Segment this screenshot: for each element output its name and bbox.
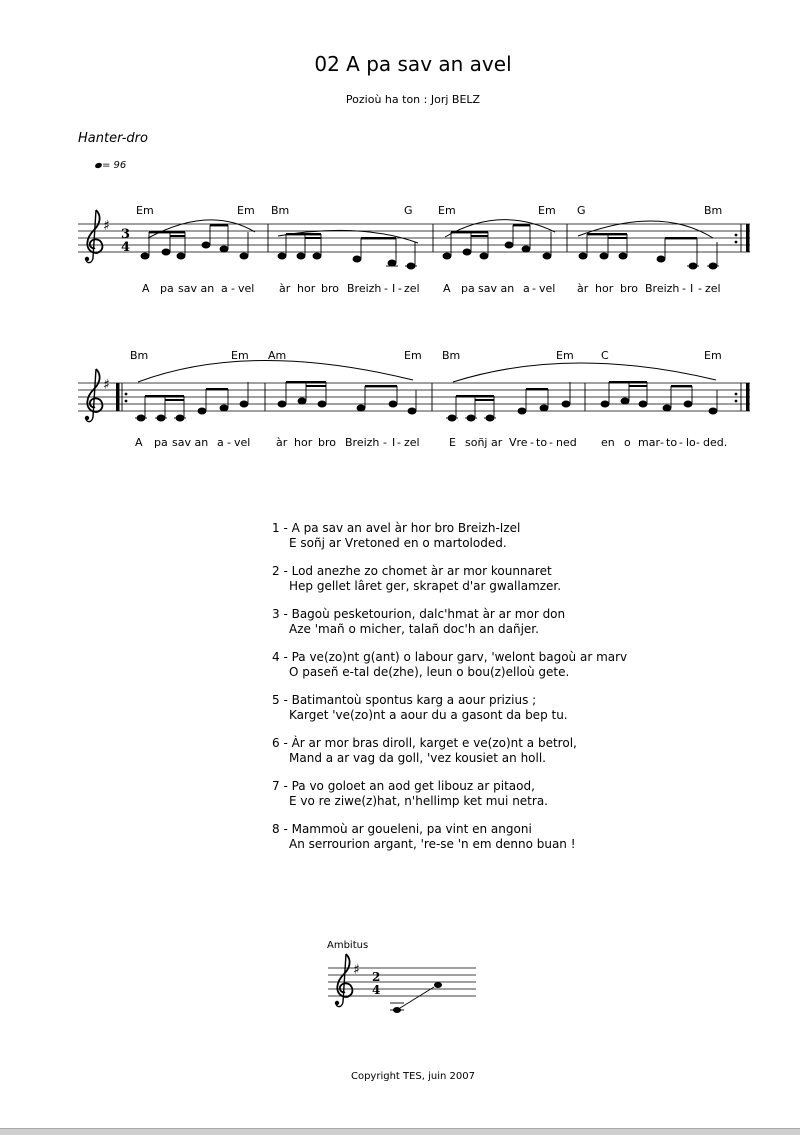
- chord: Bm: [704, 204, 723, 217]
- lyric: -: [227, 436, 231, 449]
- chord: Em: [556, 349, 574, 362]
- lyric: zel: [404, 282, 420, 295]
- lyric: Breizh: [347, 282, 382, 295]
- lyric: pa: [160, 282, 174, 295]
- lyric: -: [682, 282, 686, 295]
- verse: [272, 650, 627, 680]
- lyric: bro: [620, 282, 638, 295]
- lyric: pa: [154, 436, 168, 449]
- chord: Em: [404, 349, 422, 362]
- lyric: sav an: [178, 282, 215, 295]
- lyric: I: [392, 282, 396, 295]
- staff-2: [78, 349, 750, 449]
- song-credit: Pozioù ha ton : Jorj BELZ: [345, 93, 481, 106]
- lyric: vel: [238, 282, 255, 295]
- verse: [272, 736, 627, 766]
- lyric: zel: [705, 282, 721, 295]
- lyric: en: [601, 436, 615, 449]
- verse-line: 4 - Pa ve(zo)nt g(ant) o labour garv, 'welont bagoù ar marv: [272, 650, 628, 664]
- chord: Bm: [271, 204, 290, 217]
- verse-line: 7 - Pa vo goloet an aod get libouz ar pitaod,: [272, 779, 535, 793]
- lyric: bro: [318, 436, 336, 449]
- chord: Bm: [130, 349, 149, 362]
- time-sig-bottom: 4: [121, 240, 131, 255]
- lyric: lo: [686, 436, 696, 449]
- sharp-icon: ♯: [103, 218, 110, 234]
- verse-line: An serrourion argant, 're-se 'n em denno buan !: [289, 837, 576, 851]
- verse-line: 1 - A pa sav an avel àr hor bro Breizh-Izel: [272, 521, 521, 535]
- chord: Am: [268, 349, 287, 362]
- chord: Em: [237, 204, 255, 217]
- chord: Em: [231, 349, 249, 362]
- lyric: to: [536, 436, 548, 449]
- lyric: to: [666, 436, 678, 449]
- verse-line: 6 - Àr ar mor bras diroll, karget e ve(zo)nt a betrol,: [272, 736, 577, 750]
- verse-line: 8 - Mammoù ar goueleni, pa vint en angoni: [272, 822, 532, 836]
- verse-line: O paseñ e-tal de(zhe), leun o bou(z)elloù gete.: [289, 665, 570, 679]
- lyric: vel: [539, 282, 556, 295]
- lyric: I: [690, 282, 694, 295]
- lyric: pa: [461, 282, 475, 295]
- ambitus-label: Ambitus: [327, 940, 369, 951]
- lyric: o: [624, 436, 631, 449]
- verse-line: 2 - Lod anezhe zo chomet àr ar mor kounnaret: [272, 564, 552, 578]
- verse-line: Aze 'mañ o micher, talañ doc'h an dañjer.: [289, 622, 539, 636]
- lyric: mar: [638, 436, 660, 449]
- lyric: -: [231, 282, 235, 295]
- sharp-icon: ♯: [353, 962, 360, 978]
- verse: [272, 564, 627, 594]
- lyric: àr: [279, 282, 291, 295]
- lyric: vel: [234, 436, 251, 449]
- lyric: àr: [276, 436, 288, 449]
- chord: Em: [136, 204, 154, 217]
- lyric: E: [449, 436, 456, 449]
- lyric: -: [383, 436, 387, 449]
- lyric: a: [221, 282, 228, 295]
- treble-clef-icon: [85, 369, 103, 422]
- lyric: -: [660, 436, 664, 449]
- ambitus-staff: [328, 954, 476, 1013]
- chord: Em: [704, 349, 722, 362]
- dance-style: Hanter-dro: [78, 131, 148, 146]
- lyric: zel: [404, 436, 420, 449]
- chord: Bm: [442, 349, 461, 362]
- lyric: a: [523, 282, 530, 295]
- lyric: ned: [556, 436, 577, 449]
- lyric: -: [698, 282, 702, 295]
- lyric: -: [398, 282, 402, 295]
- copyright: Copyright TES, juin 2007: [350, 1071, 476, 1082]
- lyric: Vre: [509, 436, 528, 449]
- verse: [272, 607, 627, 637]
- lyric: I: [392, 436, 396, 449]
- lyric: -: [532, 282, 536, 295]
- lyric: hor: [595, 282, 614, 295]
- lyric: soñj ar: [465, 436, 503, 449]
- tempo-value: = 96: [102, 160, 127, 171]
- verse-line: 3 - Bagoù pesketourion, dalc'hmat àr ar mor don: [272, 607, 566, 621]
- chord: Em: [538, 204, 556, 217]
- chord: Em: [438, 204, 456, 217]
- verse: [272, 779, 627, 809]
- lyric: -: [679, 436, 683, 449]
- staff-1: [78, 204, 750, 295]
- lyric: a: [217, 436, 224, 449]
- lyric: -: [696, 436, 700, 449]
- verses: [272, 521, 627, 865]
- chord: C: [601, 349, 609, 362]
- lyric: Breizh: [345, 436, 380, 449]
- lyric: àr: [577, 282, 589, 295]
- verse-line: E vo re ziwe(z)hat, n'hellimp ket mui netra.: [289, 794, 548, 808]
- lyric: -: [549, 436, 553, 449]
- lyric: -: [397, 436, 401, 449]
- lyric: sav an: [172, 436, 209, 449]
- chord: G: [404, 204, 413, 217]
- lyric: sav an: [478, 282, 515, 295]
- chord: G: [577, 204, 586, 217]
- lyric: hor: [294, 436, 313, 449]
- lyric: A: [142, 282, 150, 295]
- verse-line: 5 - Batimantoù spontus karg a aour prizius ;: [272, 693, 537, 707]
- song-title: 02 A pa sav an avel: [314, 52, 512, 76]
- verse-line: E soñj ar Vretoned en o martoloded.: [289, 536, 507, 550]
- verse: [272, 521, 627, 551]
- lyric: Breizh: [645, 282, 680, 295]
- time-sig-top: 3: [121, 227, 131, 242]
- lyric: ded.: [703, 436, 728, 449]
- treble-clef-icon: [335, 954, 353, 1007]
- ambitus-time-bottom: 4: [372, 983, 381, 997]
- verse-line: Mand a ar vag da goll, 'vez kousiet an holl.: [289, 751, 546, 765]
- ambitus-time-top: 2: [372, 970, 381, 984]
- lyric: A: [443, 282, 451, 295]
- treble-clef-icon: [85, 210, 103, 263]
- verse-line: Hep gellet lâret ger, skrapet d'ar gwallamzer.: [289, 579, 562, 593]
- lyric: -: [384, 282, 388, 295]
- verse: [272, 822, 627, 852]
- lyric: bro: [321, 282, 339, 295]
- lyric: hor: [297, 282, 316, 295]
- sharp-icon: ♯: [103, 377, 110, 393]
- verse: [272, 693, 627, 723]
- lyric: A: [135, 436, 143, 449]
- lyric: -: [530, 436, 534, 449]
- verse-line: Karget 've(zo)nt a aour du a gasont da bep tu.: [289, 708, 568, 722]
